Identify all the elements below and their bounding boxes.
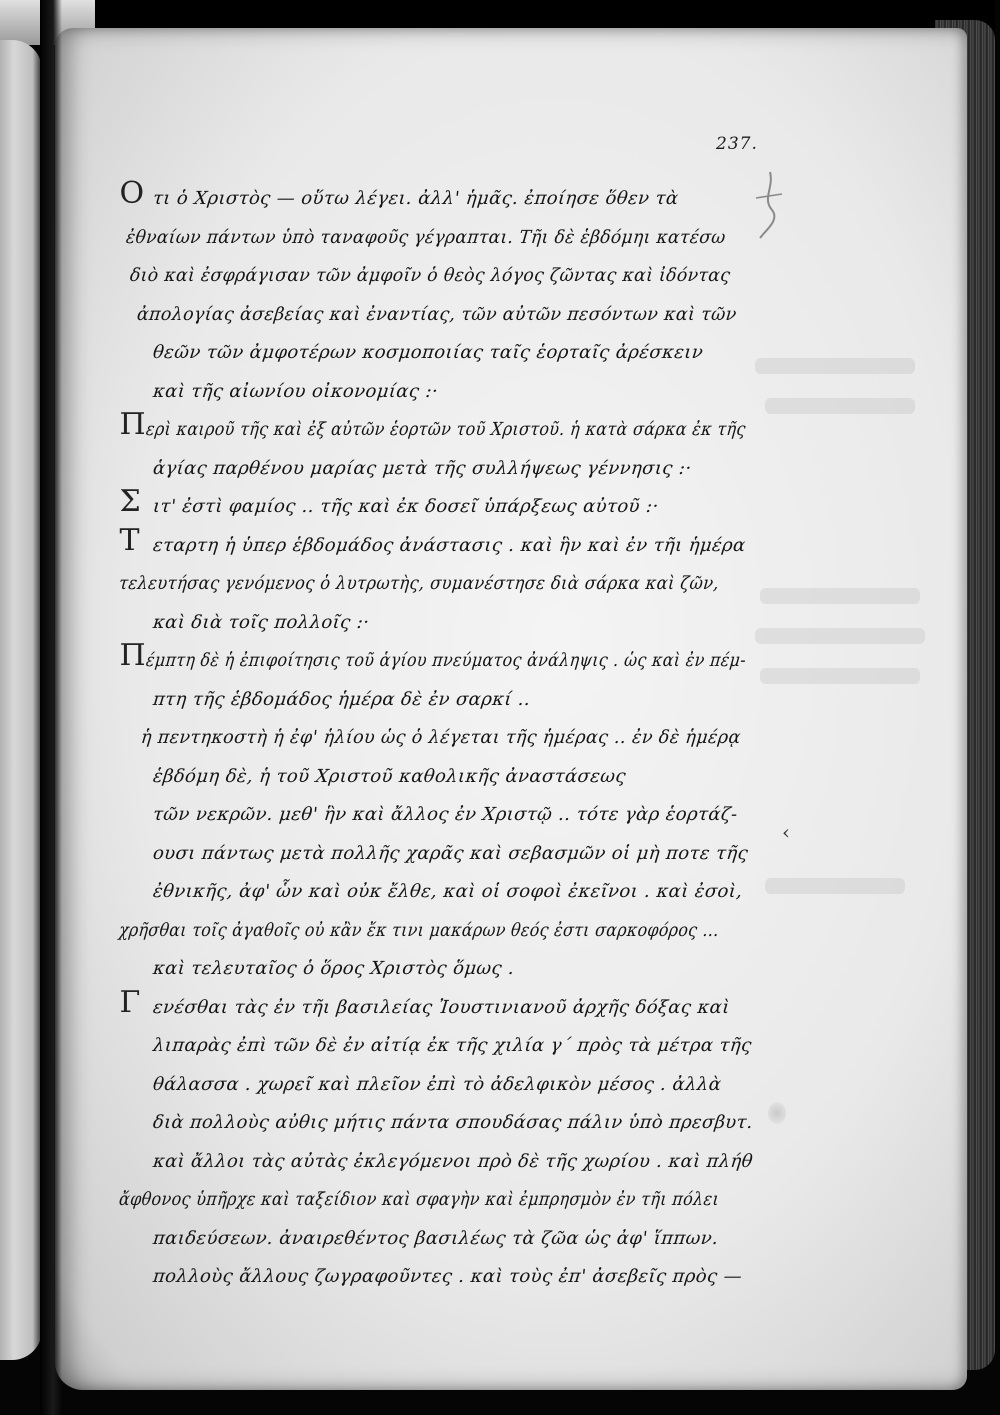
- line-text: καὶ διὰ τοῖς πολλοῖς :·: [151, 611, 371, 632]
- line-text: λιπαρὰς ἐπὶ τῶν δὲ ἐν αἰτίᾳ ἐκ τῆς χιλία γ΄ πρὸς τὰ μέτρα τῆς: [151, 1034, 753, 1056]
- line-text: τῶν νεκρῶν. μεθ' ἣν καὶ ἄλλος ἐν Χριστῷ .. τότε γὰρ ἑορτάζ-: [151, 803, 739, 825]
- manuscript-line: [118, 902, 762, 941]
- show-through: [765, 398, 915, 414]
- manuscript-line: [118, 1017, 762, 1056]
- manuscript-line: [118, 748, 762, 787]
- manuscript-line: [118, 401, 762, 440]
- line-text: τι ὁ Χριστὸς — οὕτω λέγει. ἀλλ' ἡμᾶς. ἐποίησε ὅθεν τὰ: [151, 187, 680, 209]
- line-text: καὶ ἄλλοι τὰς αὐτὰς ἐκλεγόμενοι πρὸ δὲ τῆς χωρίου . καὶ πλήθ: [151, 1150, 754, 1171]
- line-initial: Γ: [119, 984, 141, 1019]
- manuscript-line: [118, 440, 762, 479]
- line-text: ουσι πάντως μετὰ πολλῆς χαρᾶς καὶ σεβασμῶν οἱ μὴ ποτε τῆς: [151, 842, 750, 863]
- manuscript-line: [118, 209, 762, 248]
- manuscript-line: [118, 1094, 762, 1133]
- show-through: [765, 878, 905, 894]
- folio-number: 237.: [716, 134, 758, 154]
- line-text: καὶ τῆς αἰωνίου οἰκονομίας :·: [151, 380, 440, 401]
- line-text: διὰ πολλοὺς αὐθις μήτις πάντα σπουδάσας πάλιν ὑπὸ πρεσβυτ.: [151, 1111, 755, 1133]
- manuscript-line: [118, 786, 762, 825]
- show-through: [755, 628, 925, 644]
- line-text: έμπτη δὲ ἡ ἐπιφοίτησις τοῦ ἁγίου πνεύματος ἀνάληψις . ὡς καὶ ἐν πέμ-: [144, 649, 747, 671]
- line-text: ἡ πεντηκοστὴ ἡ ἐφ' ἡλίου ὡς ὁ λέγεται τῆς ἡμέρας .. ἐν δὲ ἡμέρᾳ: [140, 726, 743, 748]
- manuscript-line: [118, 517, 762, 556]
- manuscript-line: [118, 363, 762, 402]
- gutter-shadow: [40, 0, 62, 1415]
- line-text: καὶ τελευταῖος ὁ ὅρος Χριστὸς ὅμως .: [151, 957, 516, 979]
- manuscript-line: [118, 709, 762, 748]
- line-text: τελευτήσας γενόμενος ὁ λυτρωτὴς, συμανέστησε διὰ σάρκα καὶ ζῶν,: [117, 572, 721, 594]
- manuscript-line: [118, 478, 762, 517]
- line-text: ἐθνικῆς, ἀφ' ὧν καὶ οὐκ ἔλθε, καὶ οἱ σοφοὶ ἐκεῖνοι . καὶ ἐσοὶ,: [151, 880, 744, 902]
- manuscript-line: [118, 825, 762, 864]
- line-text: ἁγίας παρθένου μαρίας μετὰ τῆς συλλήψεως γέννησις :·: [151, 457, 693, 478]
- line-text: παιδεύσεων. ἀναιρεθέντος βασιλέως τὰ ζῶα ὡς ἀφ' ἵππων.: [151, 1227, 720, 1248]
- line-initial: Π: [119, 406, 147, 442]
- manuscript-line: [118, 863, 762, 902]
- line-text: ιτ' ἐστὶ φαμίος .. τῆς καὶ ἐκ δοσεῖ ὑπάρξεως αὐτοῦ :·: [151, 495, 660, 517]
- show-through: [760, 668, 920, 684]
- line-text: χρῆσθαι τοῖς ἀγαθοῖς οὐ κἂν ἔκ τινι μακάρων θεός ἐστι σαρκοφόρος ...: [117, 919, 721, 940]
- line-text: διὸ καὶ ἐσφράγισαν τῶν ἀμφοῖν ὁ θεὸς λόγος ζῶντας καὶ ἰδόντας: [128, 264, 732, 286]
- manuscript-line: [118, 671, 762, 710]
- line-initial: Π: [119, 637, 147, 673]
- line-text: ερὶ καιροῦ τῆς καὶ ἐξ αὐτῶν ἑορτῶν τοῦ Χριστοῦ. ἡ κατὰ σάρκα ἐκ τῆς: [144, 418, 747, 440]
- manuscript-line: [118, 1248, 762, 1287]
- manuscript-line: [118, 632, 762, 671]
- manuscript-line: [118, 1056, 762, 1095]
- line-text: ἐθναίων πάντων ὑπὸ ταναφοῦς γέγραπται. Τῆι δὲ ἑβδόμηι κατέσω: [125, 226, 728, 247]
- manuscript-line: [118, 1133, 762, 1172]
- manuscript-line: [118, 940, 762, 979]
- line-initial: Σ: [119, 483, 142, 519]
- line-initial: Τ: [119, 522, 140, 557]
- manuscript-line: [118, 1171, 762, 1210]
- line-text: εταρτη ἡ ὑπερ ἑβδομάδος ἀνάστασις . καὶ ἣν καὶ ἐν τῆι ἡμέρα: [151, 534, 747, 555]
- line-text: ἀπολογίας ἀσεβείας καὶ ἐναντίας, τῶν αὐτῶν πεσόντων καὶ τῶν: [136, 303, 739, 324]
- manuscript-line: [118, 1210, 762, 1249]
- manuscript-line: [118, 555, 762, 594]
- line-text: θεῶν τῶν ἀμφοτέρων κοσμοποιίας ταῖς ἑορταῖς ἀρέσκειν: [151, 341, 705, 363]
- manuscript-line: [118, 594, 762, 633]
- manuscript-line: [118, 979, 762, 1018]
- ink-smudge: [768, 1102, 786, 1124]
- show-through: [760, 588, 920, 604]
- line-text: θάλασσα . χωρεῖ καὶ πλεῖον ἐπὶ τὸ ἀδελφικὸν μέσος . ἀλλὰ: [151, 1073, 723, 1094]
- manuscript-line: [118, 170, 762, 209]
- text-block: [117, 170, 760, 1287]
- line-text: ἄφθονος ὑπῆρχε καὶ ταξείδιον καὶ σφαγὴν καὶ ἐμπρησμὸν ἐν τῆι πόλει: [117, 1188, 721, 1210]
- line-text: πολλοὺς ἄλλους ζωγραφοῦντες . καὶ τοὺς ἐπ' ἀσεβεῖς πρὸς —: [151, 1265, 744, 1287]
- facing-page-edge: [0, 40, 42, 1360]
- top-shadow: [95, 0, 995, 30]
- manuscript-line: [118, 247, 762, 286]
- line-text: ἑβδόμη δὲ, ἡ τοῦ Χριστοῦ καθολικῆς ἀναστάσεως: [151, 765, 628, 786]
- line-initial: O: [119, 175, 145, 211]
- line-text: ενέσθαι τὰς ἐν τῆι βασιλείας Ἰουστινιανοῦ ἀρχῆς δόξας καὶ: [151, 996, 731, 1017]
- manuscript-line: [118, 286, 762, 325]
- show-through: [755, 358, 915, 374]
- margin-tick-mark: ‹: [782, 820, 790, 844]
- line-text: πτη τῆς ἑβδομάδος ἡμέρα δὲ ἐν σαρκί ..: [151, 688, 532, 709]
- manuscript-line: [118, 324, 762, 363]
